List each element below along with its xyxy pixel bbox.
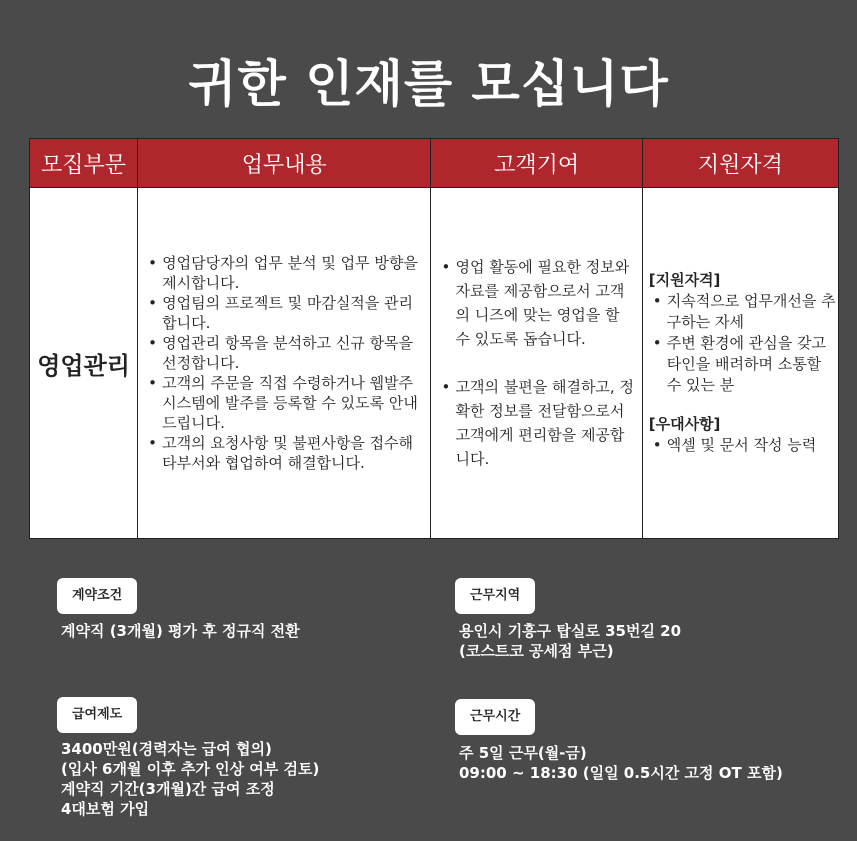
salary-line: 계약직 기간(3개월)간 급여 조정 xyxy=(61,780,275,798)
list-item: • 고객의 주문을 직접 수령하거나 웹발주 시스템에 발주를 등록할 수 있도록 안내 드립니다. xyxy=(144,373,426,433)
table-header-row xyxy=(30,139,839,188)
hours-line: 09:00 ~ 18:30 (일일 0.5시간 고정 OT 포함) xyxy=(459,764,783,782)
contribution-list xyxy=(437,375,637,471)
salary-line: (입사 6개월 이후 추가 인상 여부 검토) xyxy=(61,760,320,778)
list-item: • 영업팀의 프로젝트 및 마감실적을 관리합니다. xyxy=(144,293,426,333)
duties-cell xyxy=(138,188,431,539)
department-cell: 영업관리 xyxy=(30,188,138,539)
location-info xyxy=(459,621,681,661)
preferred-list xyxy=(649,435,838,456)
required-heading: [지원자격] xyxy=(648,271,721,289)
salary-info xyxy=(61,739,319,819)
list-item: • 고객의 불편을 해결하고, 정확한 정보를 전달함으로서 고객에게 편리함을 제공합니다. xyxy=(437,375,637,471)
header-qualifications: 지원자격 xyxy=(642,139,838,188)
list-item: • 영업담당자의 업무 분석 및 업무 방향을 제시합니다. xyxy=(144,253,426,293)
contract-line: 계약직 (3개월) 평가 후 정규직 전환 xyxy=(61,622,300,640)
hours-label: 근무시간 xyxy=(455,699,535,735)
table-row xyxy=(30,188,839,539)
preferred-heading: [우대사항] xyxy=(648,415,721,433)
hours-info xyxy=(459,743,783,783)
duties-list xyxy=(144,253,426,473)
list-item: • 영업 활동에 필요한 정보와 자료를 제공함으로서 고객의 니즈에 맞는 영업을 할 수 있도록 돕습니다. xyxy=(437,255,637,351)
required-list xyxy=(649,291,838,396)
job-posting-table xyxy=(29,138,839,539)
header-duties: 업무내용 xyxy=(138,139,431,188)
header-contribution: 고객기여 xyxy=(431,139,642,188)
contribution-list xyxy=(437,255,637,351)
qualifications-cell xyxy=(642,188,838,539)
location-label: 근무지역 xyxy=(455,578,535,614)
list-item: • 주변 환경에 관심을 갖고 타인을 배려하며 소통할 수 있는 분 xyxy=(649,333,838,396)
contract-label: 계약조건 xyxy=(57,578,137,614)
salary-line: 3400만원(경력자는 급여 협의) xyxy=(61,740,272,758)
contract-info xyxy=(61,621,300,641)
list-item: • 고객의 요청사항 및 불편사항을 접수해 타부서와 협업하여 해결합니다. xyxy=(144,433,426,473)
location-line: 용인시 기흥구 탑실로 35번길 20 xyxy=(459,622,682,640)
salary-line: 4대보험 가입 xyxy=(61,800,150,818)
location-line: (코스트코 공세점 부근) xyxy=(459,642,614,660)
header-department: 모집부문 xyxy=(30,139,138,188)
salary-label: 급여제도 xyxy=(57,697,137,733)
list-item: • 엑셀 및 문서 작성 능력 xyxy=(649,435,838,456)
list-item: • 지속적으로 업무개선을 추구하는 자세 xyxy=(649,291,838,333)
contribution-cell xyxy=(431,188,642,539)
list-item: • 영업관리 항목을 분석하고 신규 항목을 선정합니다. xyxy=(144,333,426,373)
hours-line: 주 5일 근무(월-금) xyxy=(459,744,587,762)
page-headline: 귀한 인재를 모십니다 xyxy=(188,55,669,113)
